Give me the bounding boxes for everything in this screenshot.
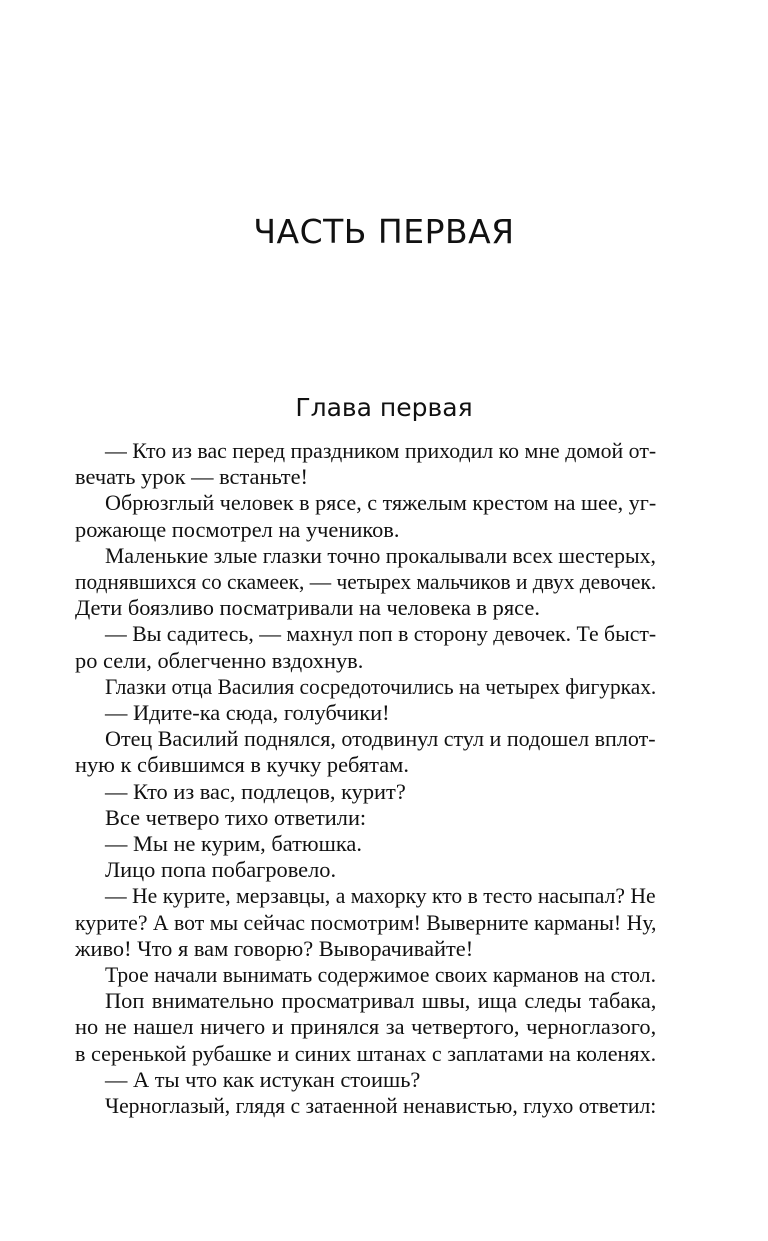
text-line: Обрюзглый человек в рясе, с тяжелым крестом на шее, уг- [105,490,657,516]
text-line: курите? А вот мы сейчас посмотрим! Выверните карманы! Ну, [75,909,657,935]
part-title: ЧАСТЬ ПЕРВАЯ [253,212,515,251]
text-line: — Идите-ка сюда, голубчики! [105,700,390,725]
text-line: — Не курите, мерзавцы, а махорку кто в тесто насыпал? Не [105,883,656,909]
text-line: Поп внимательно просматривал швы, ища следы табака, [105,988,657,1014]
text-line: вечать урок — встаньте! [75,464,308,490]
text-line: — Мы не курим, батюшка. [105,831,362,856]
text-line: — Кто из вас перед праздником приходил ко мне домой от- [105,438,657,463]
text-line: — Вы садитесь, — махнул поп в сторону девочек. Те быст- [105,621,657,647]
text-line: — Кто из вас, подлецов, курит? [105,778,406,804]
text-line: Маленькие злые глазки точно прокалывали всех шестерых, [105,542,656,568]
text-line: Дети боязливо посматривали на человека в рясе. [75,595,540,621]
text-line: живо! Что я вам говорю? Выворачивайте! [75,935,474,961]
text-line: Черноглазый, глядя с затаенной ненавистью, глухо ответил: [105,1093,657,1118]
text-line: в серенькой рубашке и синих штанах с заплатами на коленях. [75,1040,657,1066]
text-line: ро сели, облегченно вздохнув. [75,647,364,673]
text-line: Все четверо тихо ответили: [105,804,367,830]
text-line: — А ты что как истукан стоишь? [105,1066,421,1092]
chapter-title: Глава первая [295,393,473,422]
text-line: ную к сбившимся в кучку ребятам. [75,752,409,778]
text-line: Лицо попа побагровело. [105,857,337,883]
text-line: Отец Василий поднялся, отодвинул стул и подошел вплот- [105,726,656,752]
text-line: Трое начали вынимать содержимое своих карманов на стол. [105,962,656,987]
text-line: но не нашел ничего и принялся за четвертого, черноглазого, [75,1014,657,1040]
text-line: рожающе посмотрел на учеников. [75,516,400,542]
text-line: поднявшихся со скамеек, — четырех мальчиков и двух девочек. [75,569,657,594]
text-line: Глазки отца Василия сосредоточились на четырех фигурках. [105,673,657,699]
